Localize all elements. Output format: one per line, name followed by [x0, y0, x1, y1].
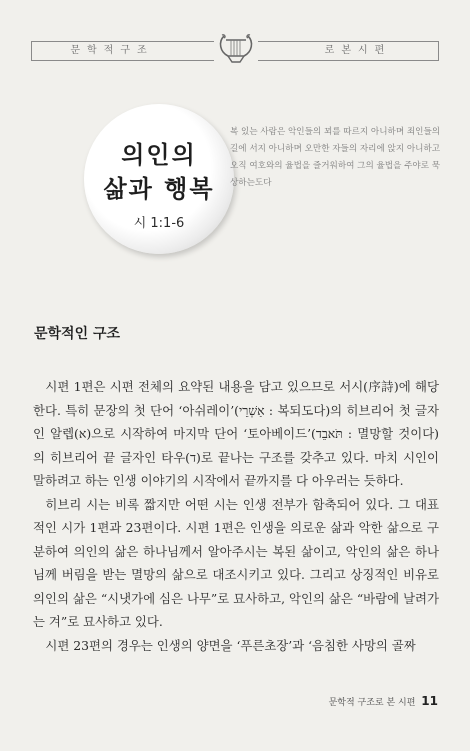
chapter-title-line-1: 의인의: [121, 141, 197, 169]
body-paragraph: 시편 23편의 경우는 인생의 양면을 ‘푸른초장’과 ‘음침한 사망의 골짜: [45, 637, 416, 653]
lyre-icon: [214, 32, 258, 66]
header-right-label: 로본시편: [278, 41, 439, 60]
chapter-title-line-2: 삶과 행복: [103, 175, 215, 203]
title-medallion: [84, 104, 234, 254]
body-paragraph: 히브리 시는 비록 짧지만 어떤 시는 인생 전부가 함축되어 있다. 그 대표적인 시가 1편과 23편이다. 시편 1편은 인생을 의로운 삶과 악한 삶으로 구분하여 의인의 삶은 하나님께서 알아주시는 복된 삶이고, 악인의 삶은 하나님께 버림을 받는 멸망의 삶으로 대조시키고 있다. 그리고 상징적인 비유로 의인의 삶은 “시냇가에 심은 나무”로 묘사하고, 악인의 삶은 “바람에 날려가는 겨”로 묘사하고 있다.: [33, 496, 439, 629]
section-heading: 문학적인 구조: [34, 326, 121, 342]
page-number: 11: [421, 694, 438, 708]
epigraph-quote: 복 있는 사람은 악인들의 꾀를 따르지 아니하며 죄인들의 길에 서지 아니하며 오만한 자들의 자리에 앉지 아니하고 오직 여호와의 율법을 즐거워하여 그의 율법을 주야로 묵상하는도다: [230, 127, 441, 188]
page-footer: [329, 694, 438, 708]
header-left-label: 문학적구조: [31, 41, 192, 60]
chapter-title: [84, 138, 234, 206]
footer-running-title: 문학적 구조로 본 시편: [328, 698, 416, 708]
running-header: [31, 36, 439, 62]
scripture-reference: 시 1:1-6: [133, 216, 185, 231]
body-paragraph: 시편 1편은 시편 전체의 요약된 내용을 담고 있으므로 서시(序詩)에 해당한다. 특히 문장의 첫 단어 ‘아쉬레이’(אַשְׁרֵי : 복되도다)의 히브리어 첫 글자인 알렙(א)으로 시작하여 마지막 단어 ‘토아베이드’(תֹּאבֵד : 멸망할 것이다)의 히브리어 끝 글자인 타우(ד)로 끝나는 구조를 갖추고 있다. 마치 시인이 말하려고 하는 인생 이야기의 시작에서 끝까지를 다 아우러는 듯하다.: [33, 379, 440, 488]
body-text: [33, 375, 439, 657]
